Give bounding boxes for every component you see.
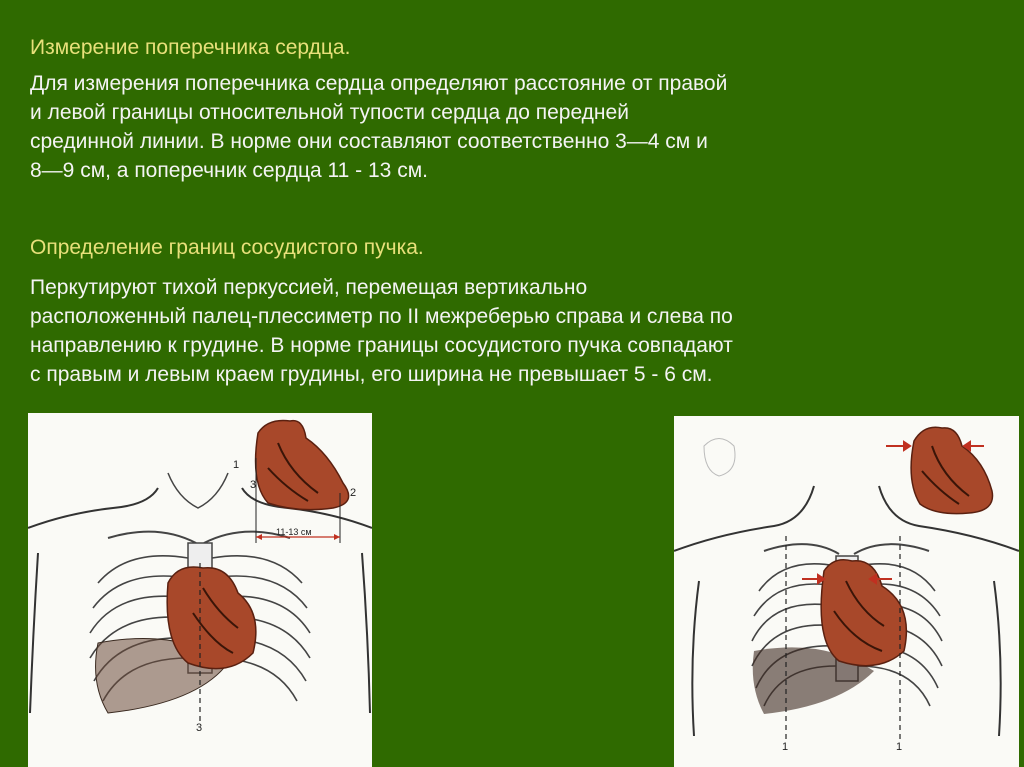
text-line: направлению к грудине. В норме границы сосудистого пучка совпадают [30, 334, 733, 357]
text-line: срединной линии. В норме они составляют соответственно 3—4 см и [30, 130, 708, 153]
heading-heart-diameter: Измерение поперечника сердца. [30, 36, 351, 59]
label-3: 3 [250, 479, 257, 491]
label-boundary-left: 1 [782, 741, 789, 753]
label-boundary-right: 1 [896, 741, 903, 753]
text-line: и левой границы относительной тупости сердца до передней [30, 101, 629, 124]
text-line: с правым и левым краем грудины, его ширина не превышает 5 - 6 см. [30, 363, 713, 386]
label-1: 1 [233, 459, 240, 471]
text-line: 8—9 см, а поперечник сердца 11 - 13 см. [30, 159, 428, 182]
figure-heart-diameter [28, 413, 372, 767]
label-midline: 3 [196, 722, 203, 734]
label-2: 2 [350, 487, 357, 499]
paragraph-vascular-bundle [30, 273, 1005, 389]
chest-illustration-right [674, 416, 1019, 767]
label-diameter: 11-13 см [276, 527, 312, 537]
heading-vascular-bundle: Определение границ сосудистого пучка. [30, 236, 424, 259]
text-line: расположенный палец-плессиметр по II межреберью справа и слева по [30, 305, 733, 328]
figure-vascular-bundle [674, 416, 1019, 767]
chest-illustration-left [28, 413, 372, 767]
paragraph-heart-diameter [30, 69, 1005, 185]
text-line: Перкутируют тихой перкуссией, перемещая вертикально [30, 276, 588, 299]
text-line: Для измерения поперечника сердца определяют расстояние от правой [30, 72, 728, 95]
